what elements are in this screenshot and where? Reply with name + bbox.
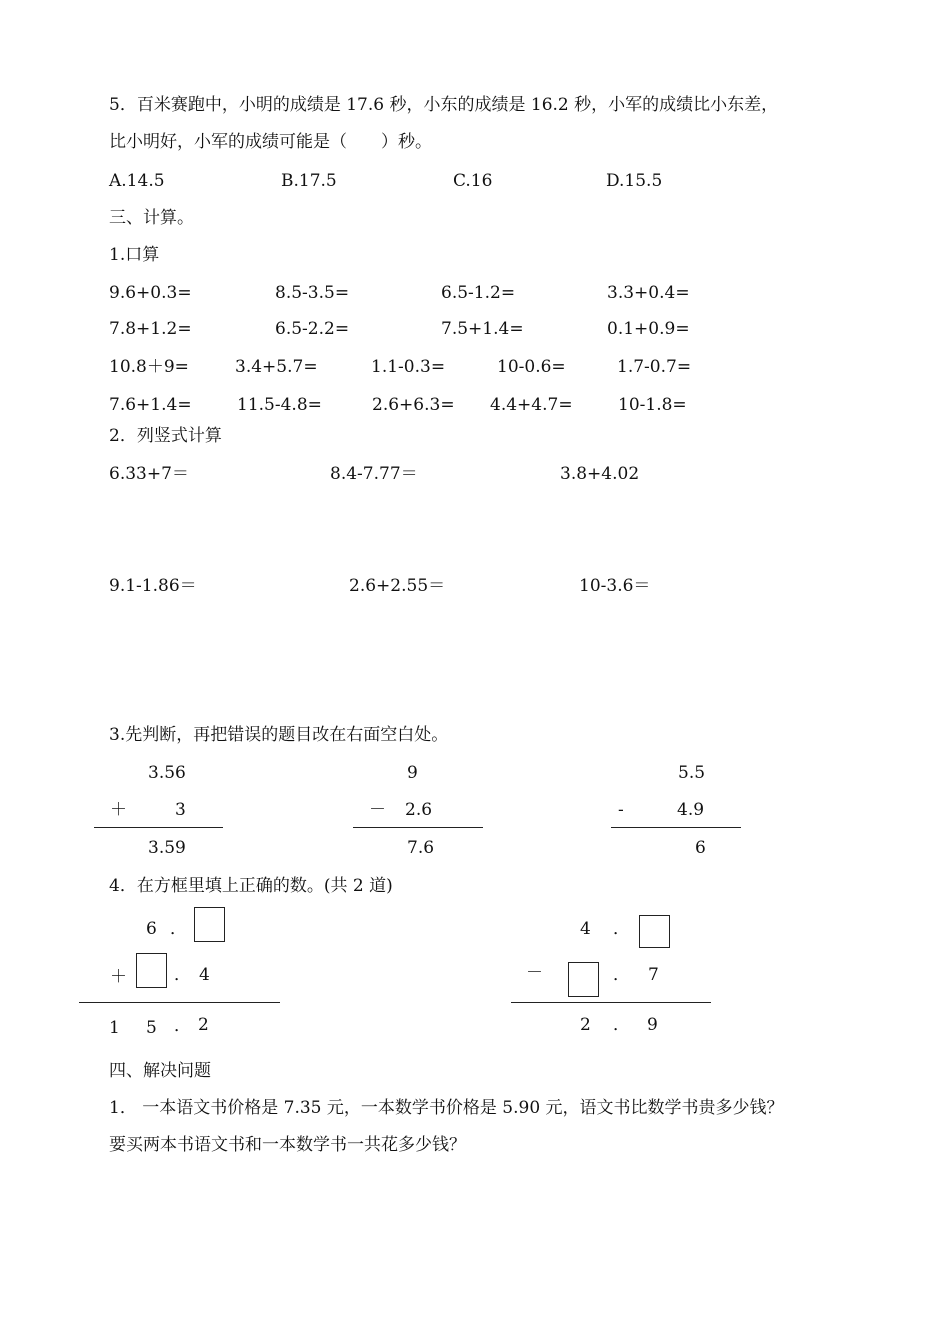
fill2-result-b: 9 (647, 1015, 658, 1035)
fill1-top-dot: ． (170, 919, 187, 939)
oral-item: 1.1-0.3= (371, 357, 446, 377)
judge1-rule (94, 827, 223, 828)
judge1-result: 3.59 (148, 838, 186, 858)
fill1-result-dot: ． (174, 1016, 191, 1036)
q5-line2: 比小明好，小军的成绩可能是（ ）秒。 (109, 132, 432, 152)
vertical-title: 2．列竖式计算 (109, 426, 222, 446)
oral-item: 3.3+0.4= (607, 283, 690, 303)
vertical-item: 6.33+7＝ (109, 464, 189, 484)
judge2-result: 7.6 (407, 838, 435, 858)
fill1-top-digit: 6 (146, 919, 157, 939)
fill1-bottom-dot: ． (174, 965, 191, 985)
oral-item: 7.5+1.4= (441, 319, 524, 339)
fill2-result-a: 2 (580, 1015, 591, 1035)
fill2-top-dot: ． (613, 919, 630, 939)
judge-title: 3.先判断，再把错误的题目改在右面空白处。 (109, 725, 449, 745)
oral-item: 10-0.6= (497, 357, 566, 377)
fill2-bottom-box[interactable] (568, 962, 599, 997)
judge3-rule (611, 827, 741, 828)
oral-item: 7.6+1.4= (109, 395, 192, 415)
fill1-bottom-digit: 4 (199, 965, 210, 985)
judge2-top: 9 (407, 763, 418, 783)
q5-option-a: A.14.5 (109, 171, 165, 191)
fill1-result-c: 2 (198, 1015, 209, 1035)
fill2-result-dot: ． (613, 1015, 630, 1035)
oral-item: 3.4+5.7= (235, 357, 318, 377)
fill2-top-box[interactable] (639, 915, 670, 948)
fill1-rule (79, 1002, 280, 1003)
vertical-item: 3.8+4.02 (560, 464, 640, 484)
vertical-item: 2.6+2.55＝ (349, 576, 446, 596)
oral-item: 8.5-3.5= (275, 283, 350, 303)
oral-title: 1.口算 (109, 245, 160, 265)
judge2-bottom: 2.6 (405, 800, 433, 820)
oral-item: 6.5-1.2= (441, 283, 516, 303)
judge1-top: 3.56 (148, 763, 186, 783)
fill2-op: － (526, 963, 543, 983)
fill2-rule (511, 1002, 711, 1003)
oral-item: 4.4+4.7= (490, 395, 573, 415)
fill2-top-digit: 4 (580, 919, 591, 939)
fill-title: 4．在方框里填上正确的数。(共 2 道) (109, 876, 393, 896)
oral-item: 7.8+1.2= (109, 319, 192, 339)
judge3-top: 5.5 (678, 763, 706, 783)
vertical-item: 10-3.6＝ (579, 576, 651, 596)
judge3-op: - (618, 800, 624, 820)
section4-title: 四、解决问题 (109, 1061, 211, 1081)
oral-item: 9.6+0.3= (109, 283, 192, 303)
oral-item: 6.5-2.2= (275, 319, 350, 339)
oral-item: 1.7-0.7= (617, 357, 692, 377)
problem1-line2: 要买两本书语文书和一本数学书一共花多少钱？ (109, 1135, 466, 1155)
fill1-result-a: 1 (109, 1018, 120, 1038)
oral-item: 2.6+6.3= (372, 395, 455, 415)
judge3-bottom: 4.9 (677, 800, 705, 820)
fill1-op: ＋ (110, 967, 127, 987)
oral-item: 0.1+0.9= (607, 319, 690, 339)
fill2-bottom-dot: ． (613, 965, 630, 985)
q5-option-c: C.16 (453, 171, 493, 191)
vertical-item: 8.4-7.77＝ (330, 464, 418, 484)
q5-option-b: B.17.5 (281, 171, 337, 191)
judge1-bottom: 3 (175, 800, 186, 820)
section3-title: 三、计算。 (109, 208, 194, 228)
q5-option-d: D.15.5 (606, 171, 663, 191)
judge2-rule (353, 827, 483, 828)
judge1-op: ＋ (110, 800, 127, 820)
oral-item: 10.8＋9= (109, 357, 189, 377)
oral-item: 11.5-4.8= (237, 395, 322, 415)
vertical-item: 9.1-1.86＝ (109, 576, 197, 596)
oral-item: 10-1.8= (618, 395, 687, 415)
judge3-result: 6 (695, 838, 706, 858)
fill1-top-box[interactable] (194, 907, 225, 942)
fill1-result-b: 5 (146, 1018, 157, 1038)
q5-line1: 5．百米赛跑中，小明的成绩是 17.6 秒，小东的成绩是 16.2 秒，小军的成绩比小东差， (109, 95, 779, 115)
problem1-line1: 1． 一本语文书价格是 7.35 元，一本数学书价格是 5.90 元，语文书比数学书贵多少钱？ (109, 1098, 784, 1118)
fill2-bottom-digit: 7 (648, 965, 659, 985)
judge2-op: － (369, 800, 386, 820)
fill1-bottom-box[interactable] (136, 953, 167, 988)
